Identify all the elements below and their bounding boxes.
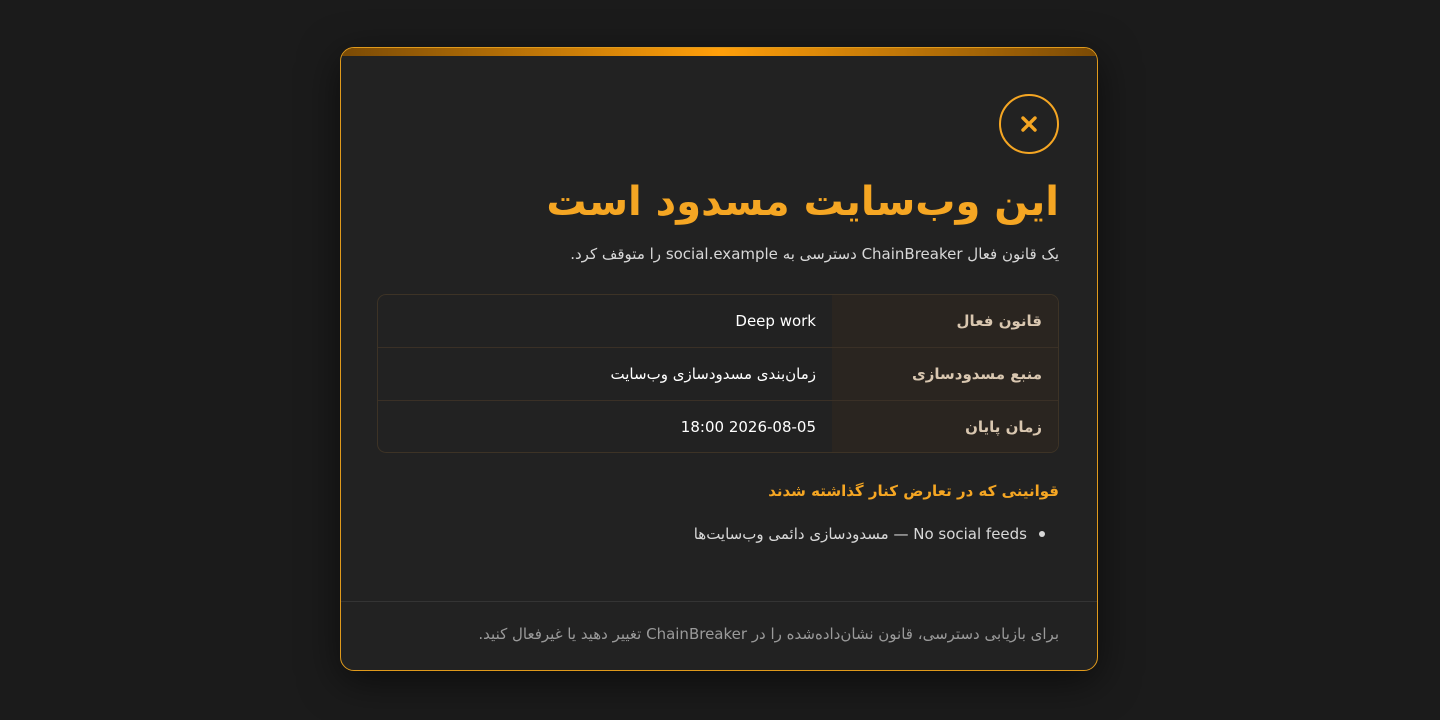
- detail-label: منبع مسدودسازی: [832, 348, 1058, 400]
- blocked-site-dialog: [340, 47, 1098, 671]
- block-description: [570, 242, 1059, 266]
- detail-row-end-time: [378, 401, 1058, 452]
- subtitle-middle: دسترسی به: [777, 245, 862, 263]
- detail-row-block-source: [378, 348, 1058, 401]
- footer-hint: برای بازیابی دسترسی، قانون نشان‌داده‌شده را در ChainBreaker تغییر دهید یا غیرفعال کنید.: [478, 625, 1059, 643]
- app-name: ChainBreaker: [861, 245, 963, 263]
- bullet-icon: [1039, 531, 1045, 537]
- dialog-footer: [341, 601, 1097, 671]
- subtitle-prefix: یک قانون فعال: [962, 245, 1059, 263]
- conflict-rule-text: No social feeds — مسدودسازی دائمی وب‌سایت‌ها: [693, 525, 1027, 543]
- subtitle-suffix: را متوقف کرد.: [570, 245, 666, 263]
- blocked-domain: social.example: [665, 245, 778, 263]
- detail-label: زمان پایان: [832, 401, 1058, 452]
- accent-bar: [341, 48, 1097, 56]
- list-item: [694, 522, 1059, 546]
- detail-value: زمان‌بندی مسدودسازی وب‌سایت: [610, 365, 816, 383]
- conflicting-rules-list: [694, 522, 1059, 546]
- rule-details-table: [377, 294, 1059, 453]
- conflicting-rules-heading: قوانینی که در تعارض کنار گذاشته شدند: [768, 482, 1059, 500]
- detail-label: قانون فعال: [832, 295, 1058, 347]
- page-title: این وب‌سایت مسدود است: [546, 179, 1059, 225]
- detail-value: Deep work: [735, 312, 816, 330]
- close-icon: [1020, 115, 1038, 133]
- close-button[interactable]: [999, 94, 1059, 154]
- detail-row-active-rule: [378, 295, 1058, 348]
- detail-value: 2026-08-05 18:00: [680, 417, 816, 436]
